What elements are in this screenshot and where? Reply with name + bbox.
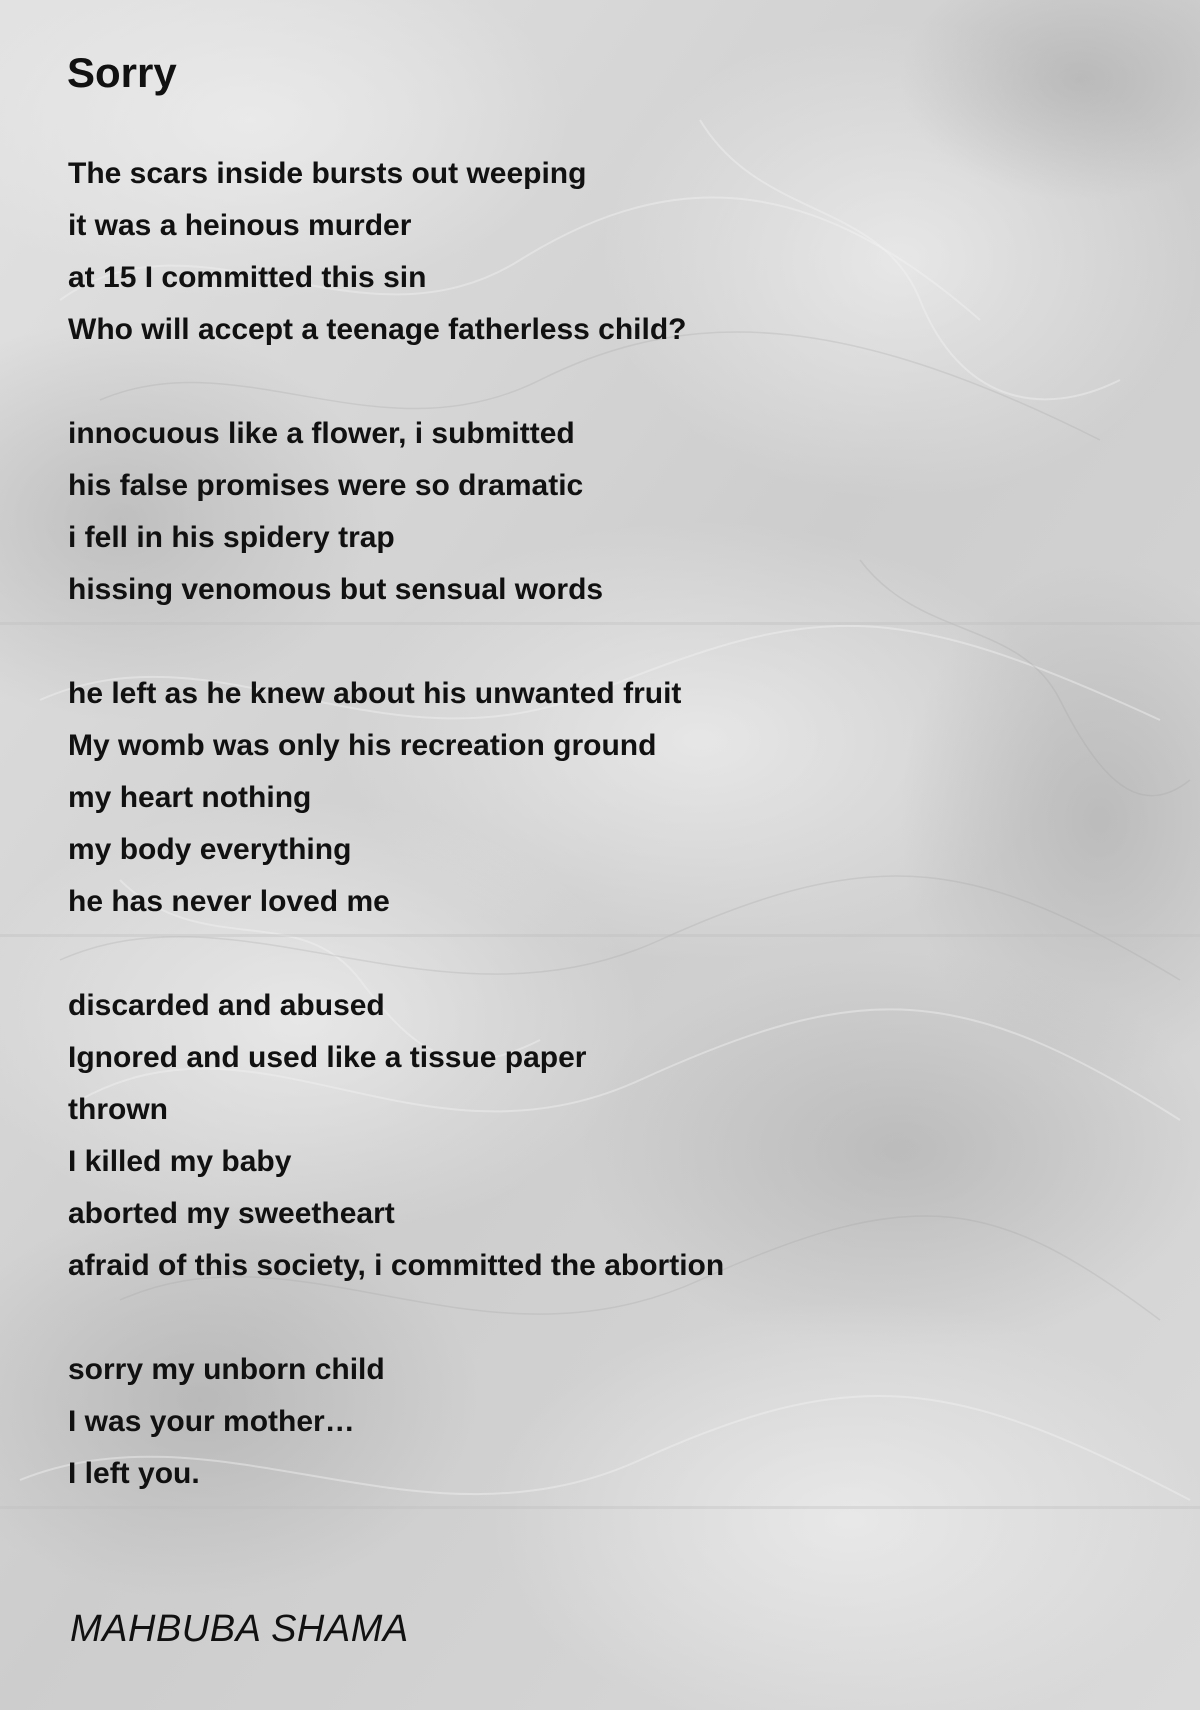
poem-line: afraid of this society, i committed the abortion [68,1249,725,1282]
poem-line: my body everything [68,833,352,866]
poem-body [68,148,1128,1552]
poem-line: my heart nothing [68,781,312,814]
stanza-1 [68,148,1128,356]
stanza-2 [68,408,1128,616]
poem-line: Who will accept a teenage fatherless child? [68,313,687,346]
poem-line: My womb was only his recreation ground [68,729,657,762]
poem-line: i fell in his spidery trap [68,521,395,554]
poem-line: I left you. [68,1457,200,1490]
poem-line: discarded and abused [68,989,385,1022]
poem-line: I was your mother… [68,1405,355,1438]
poem-line: his false promises were so dramatic [68,469,584,502]
poem-line: aborted my sweetheart [68,1197,395,1230]
poem-line: thrown [68,1093,168,1126]
poem-line: he has never loved me [68,885,390,918]
poem-title: Sorry [67,49,177,96]
stanza-4 [68,980,1128,1292]
poem-line: I killed my baby [68,1145,292,1178]
poem-line: hissing venomous but sensual words [68,573,604,606]
poem-line: it was a heinous murder [68,209,412,242]
poem-line: The scars inside bursts out weeping [68,157,587,190]
poem-line: he left as he knew about his unwanted fruit [68,677,682,710]
poem-line: at 15 I committed this sin [68,261,427,294]
stanza-3 [68,668,1128,928]
stanza-5 [68,1344,1128,1500]
poem-author: MAHBUBA SHAMA [70,1608,409,1650]
poem-line: Ignored and used like a tissue paper [68,1041,587,1074]
poem-line: innocuous like a flower, i submitted [68,417,575,450]
poem-line: sorry my unborn child [68,1353,385,1386]
